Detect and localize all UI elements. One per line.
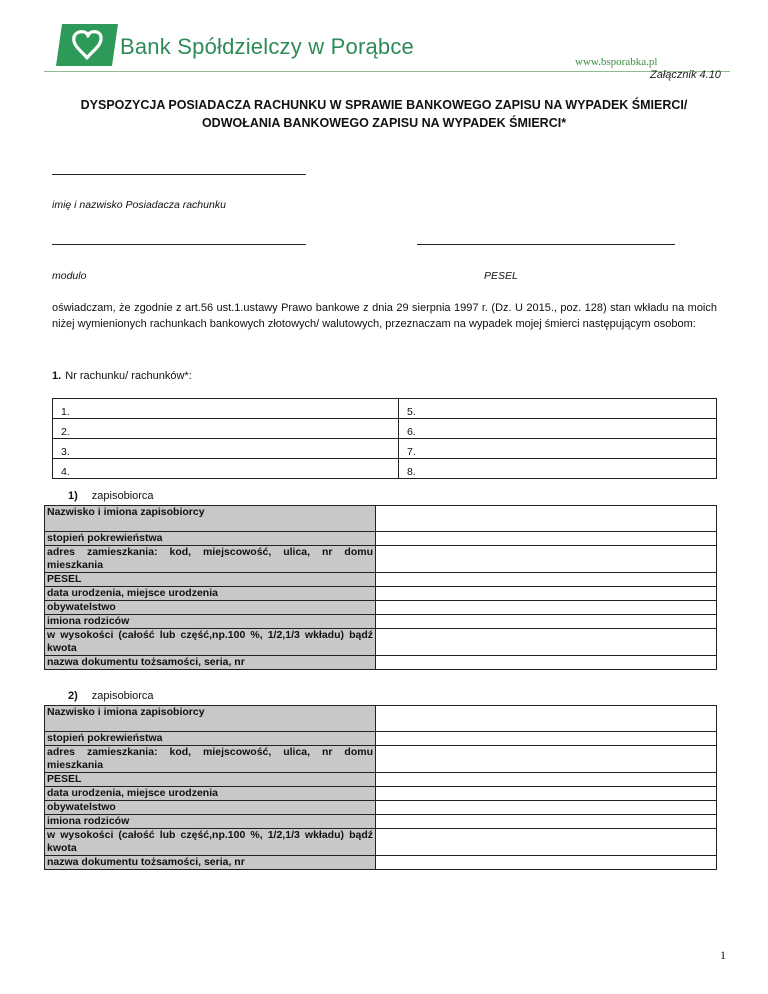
field-value[interactable] — [376, 615, 717, 629]
table-row — [45, 801, 717, 815]
bank-logo — [54, 22, 120, 68]
table-row — [53, 419, 717, 439]
table-row — [45, 587, 717, 601]
bank-name: Bank Spółdzielczy w Porąbce — [120, 34, 414, 59]
field-label: obywatelstwo — [45, 801, 376, 815]
table-row — [45, 787, 717, 801]
table-row — [45, 656, 717, 670]
field-label: Nazwisko i imiona zapisobiorcy — [45, 506, 376, 532]
account-cell[interactable]: 2. — [53, 419, 399, 439]
modulo-line[interactable] — [52, 244, 306, 245]
field-value[interactable] — [376, 732, 717, 746]
pesel-caption: PESEL — [484, 270, 518, 282]
account-holder-name-line[interactable] — [52, 174, 306, 175]
field-value[interactable] — [376, 656, 717, 670]
table-row — [45, 829, 717, 856]
beneficiary-label: zapisobiorca — [91, 690, 154, 702]
document-title — [60, 96, 708, 132]
field-label: data urodzenia, miejsce urodzenia — [45, 587, 376, 601]
field-value[interactable] — [376, 829, 717, 856]
title-line-1: DYSPOZYCJA POSIADACZA RACHUNKU W SPRAWIE BANKOWEGO ZAPISU NA WYPADEK ŚMIERCI/ — [80, 98, 688, 112]
field-label: nazwa dokumentu tożsamości, seria, nr — [45, 856, 376, 870]
accounts-heading — [52, 370, 192, 382]
table-row — [45, 506, 717, 532]
accounts-table — [52, 398, 717, 479]
page-number: 1 — [720, 948, 726, 962]
table-row — [45, 706, 717, 732]
attachment-number: Załącznik 4.10 — [650, 69, 721, 81]
table-row — [45, 532, 717, 546]
field-label: w wysokości (całość lub część,np.100 %, 1/2,1/3 wkładu) bądź kwota — [45, 629, 376, 656]
table-row — [45, 773, 717, 787]
field-value[interactable] — [376, 787, 717, 801]
field-value[interactable] — [376, 801, 717, 815]
table-row — [45, 573, 717, 587]
field-value[interactable] — [376, 532, 717, 546]
field-label: adres zamieszkania: kod, miejscowość, ulica, nr domu mieszkania — [45, 546, 376, 573]
beneficiary-2-heading — [52, 690, 154, 702]
field-value[interactable] — [376, 506, 717, 532]
field-label: PESEL — [45, 773, 376, 787]
account-cell[interactable]: 1. — [53, 399, 399, 419]
bank-website: www.bsporabka.pl — [575, 56, 658, 68]
field-value[interactable] — [376, 601, 717, 615]
table-row — [45, 732, 717, 746]
field-label: PESEL — [45, 573, 376, 587]
declaration-text: oświadczam, że zgodnie z art.56 ust.1.ustawy Prawo bankowe z dnia 29 sierpnia 1997 r. (Dz. U 2015., poz. 128) stan wkładu na moich niżej wymienionych rachunkach bankowych złotowych/ walutowych, przeznaczam na wypadek mojej śmierci następującym osobom: — [52, 302, 717, 330]
field-value[interactable] — [376, 629, 717, 656]
field-value[interactable] — [376, 856, 717, 870]
account-cell[interactable]: 7. — [399, 439, 717, 459]
beneficiary-1-table — [44, 505, 717, 670]
account-cell[interactable]: 4. — [53, 459, 399, 479]
field-label: nazwa dokumentu tożsamości, seria, nr — [45, 656, 376, 670]
beneficiary-2-table — [44, 705, 717, 870]
field-value[interactable] — [376, 815, 717, 829]
table-row — [53, 459, 717, 479]
table-row — [45, 746, 717, 773]
beneficiary-number: 1) — [68, 490, 78, 502]
account-cell[interactable]: 3. — [53, 439, 399, 459]
field-value[interactable] — [376, 746, 717, 773]
field-label: imiona rodziców — [45, 615, 376, 629]
field-label: obywatelstwo — [45, 601, 376, 615]
account-holder-name-caption: imię i nazwisko Posiadacza rachunku — [52, 199, 226, 211]
table-row — [45, 629, 717, 656]
field-label: stopień pokrewieństwa — [45, 532, 376, 546]
beneficiary-number: 2) — [68, 690, 78, 702]
table-row — [45, 615, 717, 629]
field-label: imiona rodziców — [45, 815, 376, 829]
title-line-2: ODWOŁANIA BANKOWEGO ZAPISU NA WYPADEK ŚMIERCI* — [201, 116, 567, 130]
table-row — [45, 546, 717, 573]
table-row — [53, 439, 717, 459]
field-value[interactable] — [376, 573, 717, 587]
account-cell[interactable]: 8. — [399, 459, 717, 479]
field-value[interactable] — [376, 706, 717, 732]
table-row — [53, 399, 717, 419]
field-value[interactable] — [376, 587, 717, 601]
table-row — [45, 856, 717, 870]
accounts-heading-number: 1. — [52, 370, 62, 382]
field-value[interactable] — [376, 773, 717, 787]
field-label: adres zamieszkania: kod, miejscowość, ulica, nr domu mieszkania — [45, 746, 376, 773]
pesel-line[interactable] — [417, 244, 675, 245]
field-value[interactable] — [376, 546, 717, 573]
modulo-caption: modulo — [52, 270, 87, 282]
account-cell[interactable]: 5. — [399, 399, 717, 419]
accounts-heading-label: Nr rachunku/ rachunków*: — [65, 370, 192, 382]
field-label: data urodzenia, miejsce urodzenia — [45, 787, 376, 801]
field-label: stopień pokrewieństwa — [45, 732, 376, 746]
header-divider — [44, 71, 730, 72]
field-label: w wysokości (całość lub część,np.100 %, 1/2,1/3 wkładu) bądź kwota — [45, 829, 376, 856]
beneficiary-label: zapisobiorca — [91, 490, 154, 502]
account-cell[interactable]: 6. — [399, 419, 717, 439]
table-row — [45, 601, 717, 615]
field-label: Nazwisko i imiona zapisobiorcy — [45, 706, 376, 732]
beneficiary-1-heading — [52, 490, 154, 502]
table-row — [45, 815, 717, 829]
